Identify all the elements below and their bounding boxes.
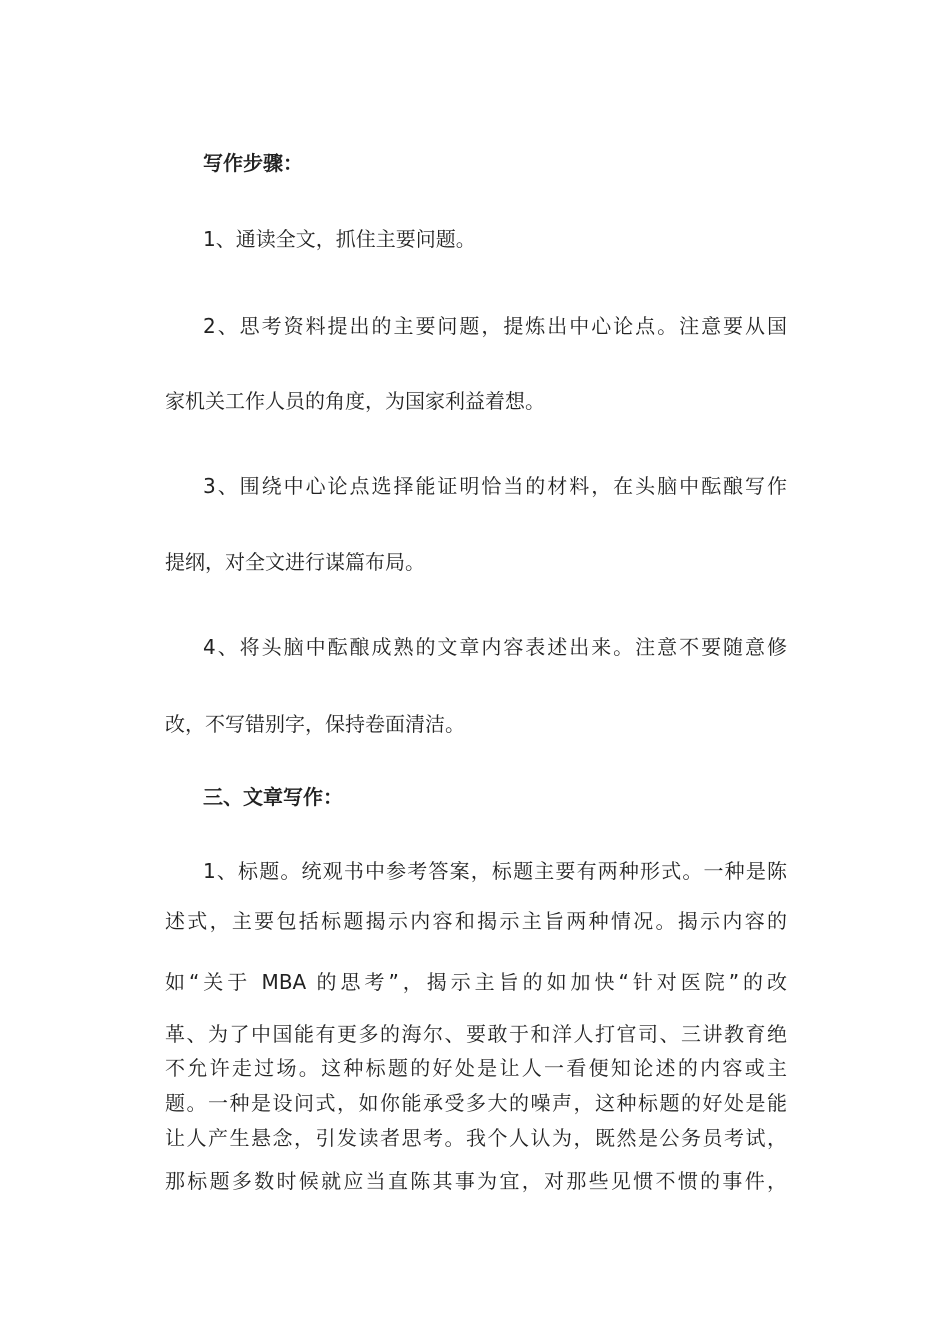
step-2-text-line-2: 家机关工作人员的角度，为国家利益着想。 (165, 389, 545, 413)
section-heading-steps: 写作步骤： (203, 151, 303, 175)
paragraph-line: 1、标题。统观书中参考答案，标题主要有两种形式。一种是陈 (203, 859, 787, 883)
paragraph-line: 不允许走过场。这种标题的好处是让人一看便知论述的内容或主 (165, 1056, 787, 1080)
step-4-text-line-2: 改，不写错别字，保持卷面清洁。 (165, 712, 465, 736)
step-4-text-line-1: 4、将头脑中酝酿成熟的文章内容表述出来。注意不要随意修 (203, 635, 787, 659)
paragraph-line: 如“关于 MBA 的思考”，揭示主旨的如加快“针对医院”的改 (165, 970, 787, 994)
section-heading-writing: 三、文章写作： (203, 785, 343, 809)
paragraph-line: 那标题多数时候就应当直陈其事为宜，对那些见惯不惯的事件， (165, 1169, 787, 1193)
step-1-text: 1、通读全文，抓住主要问题。 (203, 227, 476, 251)
step-2-text-line-1: 2、思考资料提出的主要问题，提炼出中心论点。注意要从国 (203, 314, 787, 338)
paragraph-line: 述式，主要包括标题揭示内容和揭示主旨两种情况。揭示内容的 (165, 909, 787, 933)
step-3-text-line-2: 提纲，对全文进行谋篇布局。 (165, 550, 425, 574)
paragraph-line: 让人产生悬念，引发读者思考。我个人认为，既然是公务员考试， (165, 1126, 787, 1150)
paragraph-line: 题。一种是设问式，如你能承受多大的噪声，这种标题的好处是能 (165, 1091, 787, 1115)
paragraph-line: 革、为了中国能有更多的海尔、要敢于和洋人打官司、三讲教育绝 (165, 1022, 787, 1046)
step-3-text-line-1: 3、围绕中心论点选择能证明恰当的材料，在头脑中酝酿写作 (203, 474, 787, 498)
